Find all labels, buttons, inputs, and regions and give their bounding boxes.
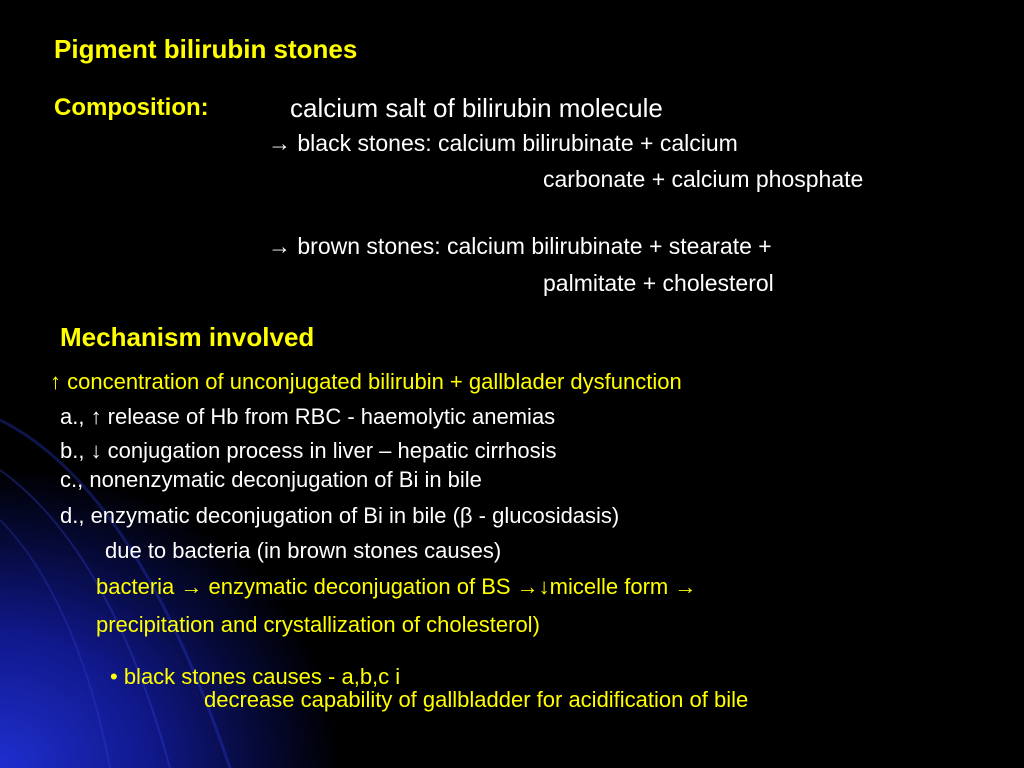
- bacteria-line-1: bacteria → enzymatic deconjugation of BS →↓micelle form →: [96, 574, 697, 599]
- mechanism-item-d-line-2: due to bacteria (in brown stones causes): [105, 538, 502, 563]
- composition-text: calcium salt of bilirubin molecule: [290, 93, 663, 123]
- mechanism-heading: Mechanism involved: [60, 322, 315, 352]
- black-stones-line-2: carbonate + calcium phosphate: [543, 166, 864, 192]
- brown-stones-line-1: → brown stones: calcium bilirubinate + stearate +: [268, 233, 772, 259]
- black-stones-line-1: → black stones: calcium bilirubinate + calcium: [268, 130, 738, 156]
- black-stones-causes: • black stones causes - a,b,c i: [110, 664, 401, 689]
- black-stones-causes-detail: decrease capability of gallbladder for acidification of bile: [204, 687, 749, 712]
- slide-title: Pigment bilirubin stones: [54, 34, 358, 64]
- bacteria-line-2: precipitation and crystallization of cholesterol): [96, 612, 540, 637]
- mechanism-main-line: ↑ concentration of unconjugated bilirubin + gallblader dysfunction: [50, 369, 682, 394]
- mechanism-item-b: b., ↓ conjugation process in liver – hepatic cirrhosis: [60, 438, 557, 463]
- brown-stones-line-2: palmitate + cholesterol: [543, 270, 774, 296]
- composition-label: Composition:: [54, 94, 209, 121]
- mechanism-item-a: a., ↑ release of Hb from RBC - haemolytic anemias: [60, 404, 556, 429]
- mechanism-item-d-line-1: d., enzymatic deconjugation of Bi in bile (β - glucosidasis): [60, 503, 620, 528]
- mechanism-item-c: c., nonenzymatic deconjugation of Bi in bile: [60, 467, 482, 492]
